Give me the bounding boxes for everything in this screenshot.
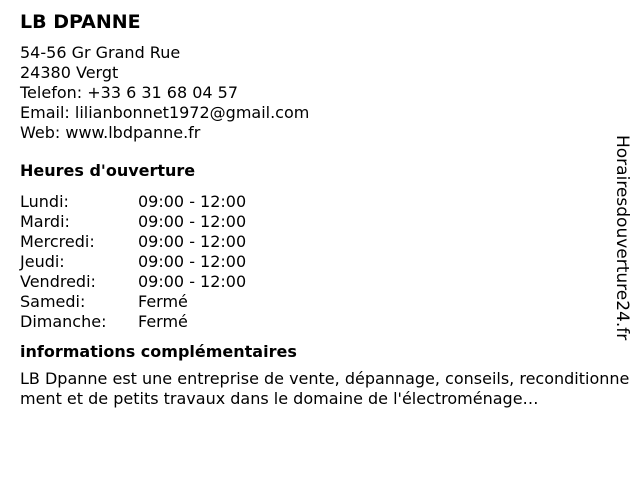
day-label: Lundi: [20, 192, 69, 211]
address-city: 24380 Vergt [20, 63, 119, 82]
business-name: LB DPANNE [20, 11, 141, 33]
business-card [20, 10, 630, 409]
email-line: Email: lilianbonnet1972@gmail.com [20, 103, 310, 122]
address-street: 54-56 Gr Grand Rue [20, 43, 181, 62]
time-value: 09:00 - 12:00 [138, 232, 247, 251]
info-heading: informations complémentaires [20, 342, 297, 361]
time-value: 09:00 - 12:00 [138, 212, 247, 231]
hours-table [20, 192, 630, 332]
info-description: LB Dpanne est une entreprise de vente, dépannage, conseils, reconditionnement et de petits travaux dans le domaine de l'électroménage… [20, 369, 630, 408]
hours-row-saturday [20, 292, 630, 312]
time-value: 09:00 - 12:00 [138, 272, 247, 291]
hours-row-friday [20, 272, 630, 292]
hours-row-monday [20, 192, 630, 212]
contact-block [20, 43, 630, 143]
hours-row-sunday [20, 312, 630, 332]
day-label: Mercredi: [20, 232, 95, 251]
hours-row-thursday [20, 252, 630, 272]
hours-row-tuesday [20, 212, 630, 232]
phone-line: Telefon: +33 6 31 68 04 57 [20, 83, 239, 102]
time-value: 09:00 - 12:00 [138, 252, 247, 271]
day-label: Jeudi: [20, 252, 65, 271]
web-line: Web: www.lbdpanne.fr [20, 123, 201, 142]
day-label: Dimanche: [20, 312, 107, 331]
day-label: Vendredi: [20, 272, 96, 291]
time-value: Fermé [138, 312, 188, 331]
day-label: Samedi: [20, 292, 86, 311]
day-label: Mardi: [20, 212, 70, 231]
time-value: Fermé [138, 292, 188, 311]
hours-row-wednesday [20, 232, 630, 252]
hours-heading: Heures d'ouverture [20, 161, 196, 180]
watermark-text: Horairesdouverture24.fr [612, 135, 632, 341]
time-value: 09:00 - 12:00 [138, 192, 247, 211]
